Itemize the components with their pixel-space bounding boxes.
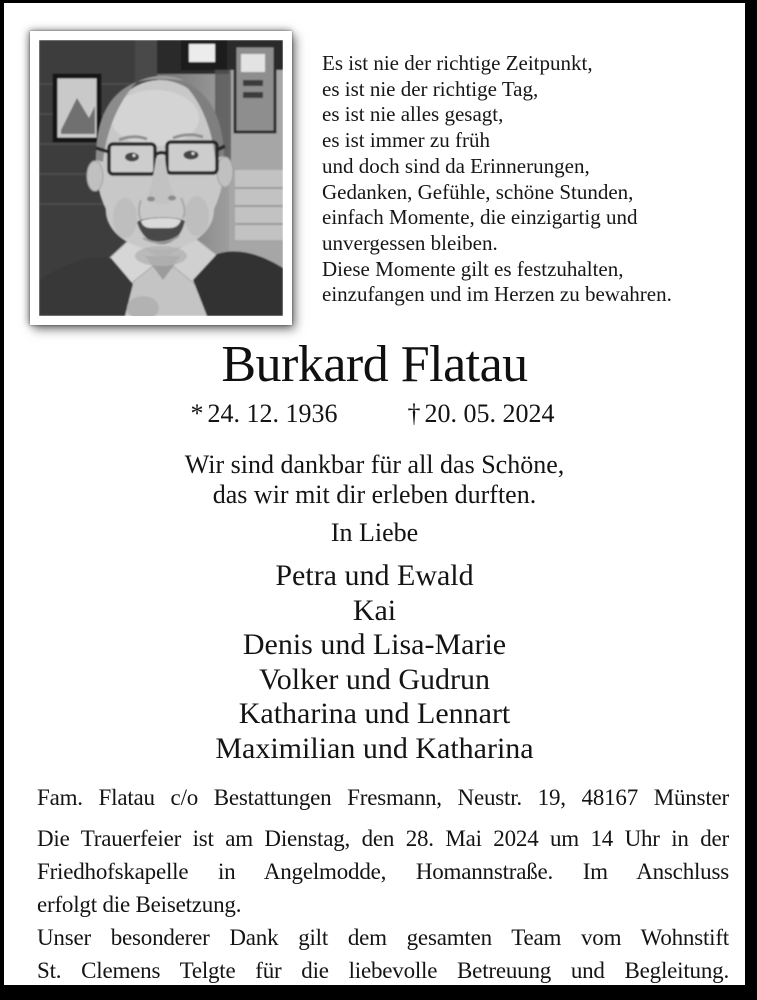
thanks-paragraph: [37, 921, 729, 987]
deceased-name: Burkard Flatau: [221, 336, 528, 393]
birth-date-value: 24. 12. 1936: [207, 399, 338, 428]
memorial-poem: [322, 51, 672, 308]
poem-line: es ist nie der richtige Tag,: [322, 76, 539, 101]
gratitude-line: das wir mit dir erleben durften.: [212, 480, 537, 509]
poem-line: Es ist nie der richtige Zeitpunkt,: [322, 51, 593, 75]
contact-address-line: Fam. Flatau c/o Bestattungen Fresmann, Neustr. 19, 48167 Münster: [37, 785, 729, 810]
death-date: [408, 399, 559, 429]
family-names: [4, 559, 745, 767]
poem-line: es ist nie alles gesagt,: [322, 102, 504, 127]
portrait-photo-image: [39, 40, 283, 316]
funeral-info-line: Die Trauerfeier ist am Dienstag, den 28. Mai 2024 um 14 Uhr in der: [37, 826, 729, 851]
funeral-info-paragraph: [37, 822, 729, 921]
poem-line: einfach Momente, die einzigartig und: [322, 205, 638, 230]
closing-phrase: In Liebe: [330, 518, 419, 547]
thanks-line: St. Clemens Telgte für die liebevolle Betreuung und Begleitung.: [37, 958, 729, 983]
death-cross-symbol: †: [407, 399, 421, 428]
funeral-info-line: Friedhofskapelle in Angelmodde, Homannstraße. Im Anschluss: [37, 859, 729, 884]
deceased-portrait: [30, 31, 292, 325]
poem-line: es ist immer zu früh: [322, 128, 490, 153]
family-name-line: Kai: [352, 593, 397, 627]
poem-line: und doch sind da Erinnerungen,: [322, 153, 590, 178]
gratitude-text: [4, 450, 745, 510]
poem-line: unvergessen bleiben.: [322, 230, 498, 255]
family-name-line: Maximilian und Katharina: [215, 731, 534, 765]
poem-line: Diese Momente gilt es festzuhalten,: [322, 256, 624, 281]
birth-date: [191, 399, 342, 429]
poem-line: einzufangen und im Herzen zu bewahren.: [322, 282, 672, 307]
death-date-value: 20. 05. 2024: [424, 399, 555, 428]
funeral-info-line: erfolgt die Beisetzung.: [37, 892, 242, 917]
life-dates: [4, 399, 745, 429]
birth-star-symbol: *: [190, 399, 204, 428]
gratitude-line: Wir sind dankbar für all das Schöne,: [184, 450, 565, 479]
family-name-line: Petra und Ewald: [275, 559, 474, 592]
family-name-line: Katharina und Lennart: [238, 697, 511, 731]
poem-line: Gedanken, Gefühle, schöne Stunden,: [322, 179, 634, 204]
family-name-line: Denis und Lisa-Marie: [242, 628, 507, 662]
thanks-line: Unser besonderer Dank gilt dem gesamten Team vom Wohnstift: [37, 925, 729, 950]
family-name-line: Volker und Gudrun: [258, 662, 491, 696]
